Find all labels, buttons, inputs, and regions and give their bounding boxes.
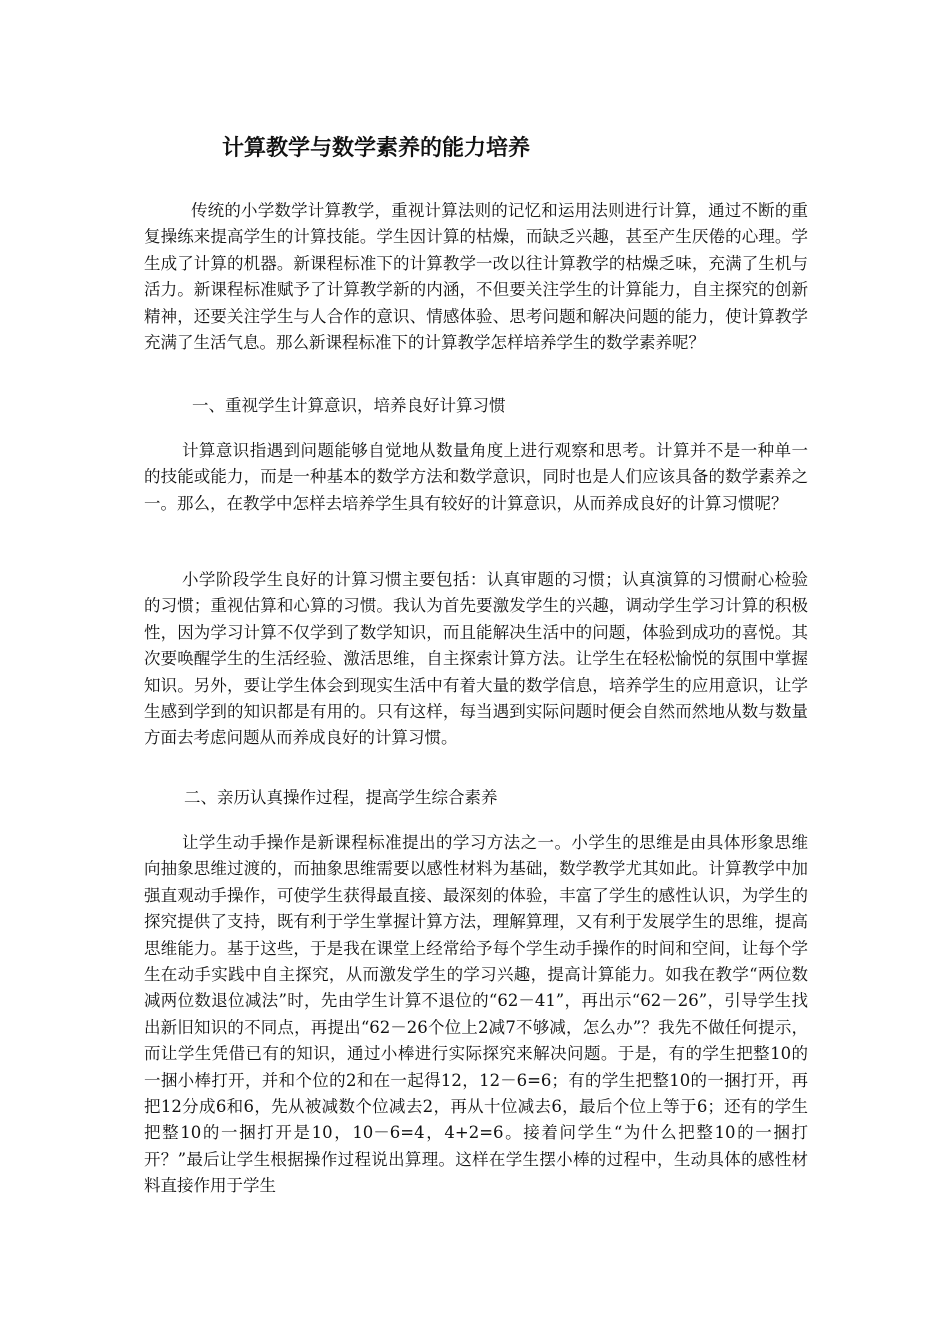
section1-paragraph2: 小学阶段学生良好的计算习惯主要包括：认真审题的习惯；认真演算的习惯耐心检验的习惯；重视估算和心算的习惯。我认为首先要激发学生的兴趣，调动学生学习计算的积极性，因为学习计算不仅学到了数学知识，而且能解决生活中的问题，体验到成功的喜悦。其次要唤醒学生的生活经验、激活思维，自主探索计算方法。让学生在轻松愉悦的氛围中掌握知识。另外，要让学生体会到现实生活中有着大量的数学信息，培养学生的应用意识，让学生感到学到的知识都是有用的。只有这样，每当遇到实际问题时便会自然而然地从数与数量方面去考虑问题从而养成良好的计算习惯。 xyxy=(144,570,808,748)
section1-heading: 一、重视学生计算意识，培养良好计算习惯 xyxy=(192,396,506,415)
section2-heading: 二、亲历认真操作过程，提高学生综合素养 xyxy=(184,788,498,807)
document-title: 计算教学与数学素养的能力培养 xyxy=(222,136,531,161)
intro-paragraph: 传统的小学数学计算教学，重视计算法则的记忆和运用法则进行计算，通过不断的重复操练来提高学生的计算技能。学生因计算的枯燥，而缺乏兴趣，甚至产生厌倦的心理。学生成了计算的机器。新课程标准下的计算教学一改以往计算教学的枯燥乏味，充满了生机与活力。新课程标准赋予了计算教学新的内涵，不但要关注学生的计算能力，自主探究的创新精神，还要关注学生与人合作的意识、情感体验、思考问题和解决问题的能力，使计算教学充满了生活气息。那么新课程标准下的计算教学怎样培养学生的数学素养呢？ xyxy=(144,201,808,353)
section1-paragraph1: 计算意识指遇到问题能够自觉地从数量角度上进行观察和思考。计算并不是一种单一的技能或能力，而是一种基本的数学方法和数学意识，同时也是人们应该具备的数学素养之一。那么，在教学中怎样去培养学生具有较好的计算意识，从而养成良好的计算习惯呢？ xyxy=(144,441,808,513)
section2-paragraph1: 让学生动手操作是新课程标准提出的学习方法之一。小学生的思维是由具体形象思维向抽象思维过渡的，而抽象思维需要以感性材料为基础，数学教学尤其如此。计算教学中加强直观动手操作，可使学生获得最直接、最深刻的体验，丰富了学生的感性认识，为学生的探究提供了支持，既有利于学生掌握计算方法，理解算理，又有利于发展学生的思维，提高思维能力。基于这些，于是我在课堂上经常给予每个学生动手操作的时间和空间，让每个学生在动手实践中自主探究，从而激发学生的学习兴趣，提高计算能力。如我在教学“两位数减两位数退位减法”时，先由学生计算不退位的“62－41”，再出示“62－26”，引导学生找出新旧知识的不同点，再提出“62－26个位上2减7不够减，怎么办”？我先不做任何提示，而让学生凭借已有的知识，通过小棒进行实际探究来解决问题。于是，有的学生把整10的一捆小棒打开，并和个位的2和在一起得12，12－6=6；有的学生把整10的一捆打开，再把12分成6和6，先从被减数个位减去2，再从十位减去6，最后个位上等于6；还有的学生把整10的一捆打开是10，10－6=4，4+2=6。接着问学生“为什么把整10的一捆打开？”最后让学生根据操作过程说出算理。这样在学生摆小棒的过程中，生动具体的感性材料直接作用于学生 xyxy=(144,833,808,1196)
